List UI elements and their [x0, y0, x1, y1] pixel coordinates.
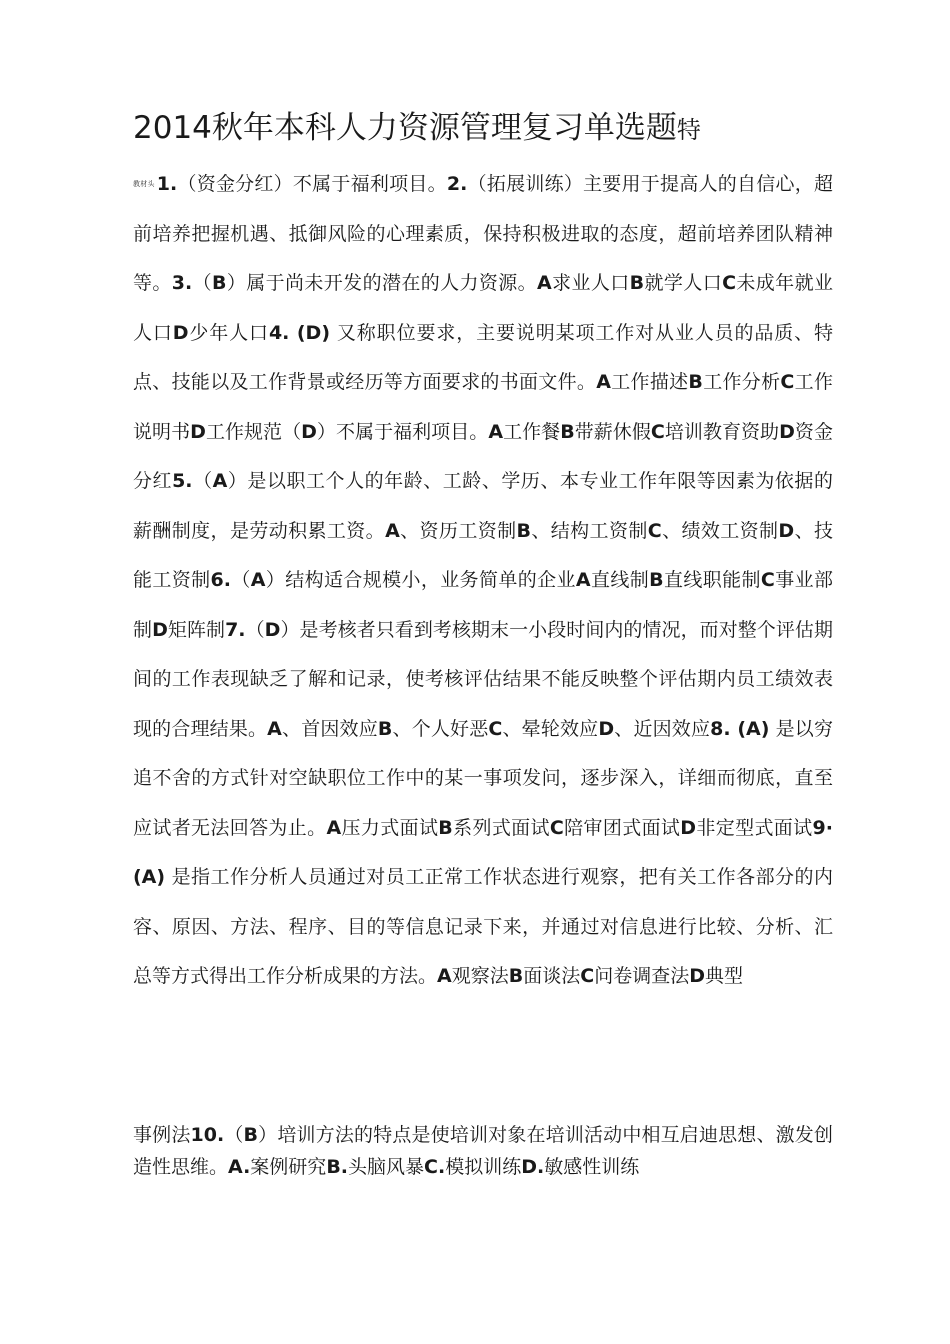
bold-label: A	[575, 569, 591, 592]
bold-label: C	[549, 816, 564, 839]
bold-label: 10.	[190, 1124, 225, 1146]
text-run: 、绩效工资制	[661, 519, 779, 542]
bold-label: C	[488, 717, 503, 740]
text-run: 面谈法	[523, 965, 581, 988]
bold-label: A	[326, 816, 342, 839]
text-run: 观察法	[451, 965, 509, 988]
text-run: （	[192, 470, 213, 493]
text-run: 系列式面试	[452, 816, 550, 839]
text-run: 工作规范（	[205, 420, 302, 443]
text-run: 资金分红	[133, 420, 833, 493]
text-run: ）结构适合规模小，业务简单的企业	[265, 569, 576, 592]
text-run: 未成年就业人口	[133, 272, 833, 344]
text-run: 带薪休假	[574, 420, 651, 443]
text-run: 求业人口	[551, 272, 630, 295]
text-run: 案例研究	[250, 1156, 327, 1178]
text-run: 模拟训练	[445, 1156, 522, 1178]
bold-label: B	[243, 1124, 258, 1146]
bold-label: 5.	[172, 470, 193, 493]
bold-label: A	[267, 717, 282, 740]
bold-label: B	[629, 272, 645, 295]
bold-label: D	[778, 519, 795, 542]
bold-label: A	[488, 420, 504, 443]
text-run: 是以穷追不舍的方式针对空缺职位工作中的某一事项发问，逐步深入，详细而彻底，直至应试者无法回答为止。	[133, 717, 833, 839]
bold-label: C.	[424, 1156, 446, 1178]
text-run: （拓展训练）主要用于提高人的自信心，超前培养把握机遇、抵御风险的心理素质，保持积极进取的态度，超前培养团队精神等。	[133, 173, 833, 295]
text-run: （	[224, 1124, 244, 1146]
text-run: ）培训方法的特点是使培训对象在培训活动中相互启迪思想、激发创造性思维。	[133, 1124, 833, 1178]
bold-label: B	[508, 965, 524, 988]
bold-label: B	[212, 272, 227, 295]
text-run: 、晕轮效应	[502, 717, 599, 740]
bold-label: D	[172, 321, 189, 344]
bold-label: 3.	[171, 272, 193, 295]
text-run: 事业部制	[133, 569, 833, 641]
text-run: 、结构工资制	[531, 519, 648, 542]
bold-label: A	[537, 272, 552, 295]
bold-label: A	[596, 371, 611, 394]
text-run: 事例法	[133, 1124, 191, 1146]
bold-label: B	[438, 816, 453, 839]
text-run: 是指工作分析人员通过对员工正常工作状态进行观察，把有关工作各部分的内容、原因、方法、程序、目的等信息记录下来，并通过对信息进行比较、分析、汇总等方式得出工作分析成果的方法。	[133, 866, 833, 988]
text-run: ）不属于福利项目。	[316, 420, 489, 443]
bold-label: D	[301, 420, 317, 443]
bold-label: B	[377, 717, 393, 740]
text-run: （	[245, 618, 265, 641]
header-mark: 教材头	[133, 180, 155, 189]
text-run: 、近因效应	[614, 717, 711, 740]
page-title	[133, 104, 893, 154]
bold-label: B	[649, 569, 664, 592]
bold-label: B.	[326, 1156, 349, 1178]
bold-label: C	[650, 420, 665, 443]
text-run: 工作说明书	[133, 371, 833, 443]
bold-label: D	[689, 965, 705, 988]
text-run: （	[192, 272, 213, 295]
text-run: ）是以职工个人的年龄、工龄、学历、本专业工作年限等因素为依据的薪酬制度，是劳动积累工资。	[133, 470, 833, 542]
bold-label: D	[598, 717, 615, 740]
text-run: 典型	[705, 965, 744, 988]
text-run: 、资历工资制	[399, 519, 517, 542]
bold-label: D	[190, 420, 206, 443]
text-run: 非定型式面试	[696, 816, 813, 839]
text-run: 直线职能制	[663, 569, 761, 592]
text-run: 、个人好恶	[392, 717, 489, 740]
bold-label: A	[212, 470, 228, 493]
question-paragraph	[133, 160, 833, 1002]
bold-label: D	[680, 816, 697, 839]
text-run: 工作餐	[503, 420, 561, 443]
bold-label: C	[647, 519, 662, 542]
bold-label: B	[516, 519, 531, 542]
text-run: 矩阵制	[167, 618, 226, 641]
text-run: 、首因效应	[281, 717, 378, 740]
bold-label: B	[560, 420, 575, 443]
bold-label: C	[580, 965, 595, 988]
text-run: 培训教育资助	[664, 420, 780, 443]
text-run: （	[230, 569, 251, 592]
text-run: 问卷调查法	[594, 965, 690, 988]
bold-label: A	[437, 965, 452, 988]
bold-label: 2.	[446, 173, 468, 195]
text-run: 陪审团式面试	[563, 816, 681, 839]
bold-label: 9· (A)	[133, 816, 833, 889]
bold-label: 8. (A)	[710, 717, 770, 740]
bold-label: A	[250, 569, 266, 592]
title-main: 2014秋年本科人力资源管理复习单选题	[133, 110, 677, 146]
question-paragraph-continued	[133, 1119, 833, 1183]
bold-label: C	[722, 272, 737, 295]
text-run: 压力式面试	[341, 816, 439, 839]
bold-label: 7.	[225, 618, 246, 641]
bold-label: D.	[521, 1156, 545, 1178]
bold-label: A.	[228, 1156, 251, 1178]
bold-label: A	[385, 519, 400, 542]
bold-label: C	[760, 569, 775, 592]
text-run: 头脑风暴	[348, 1156, 425, 1178]
text-run: 敏感性训练	[544, 1156, 640, 1178]
text-run: 工作分析	[702, 371, 781, 394]
title-tail: 特	[676, 116, 701, 144]
bold-label: D	[779, 420, 795, 443]
text-run: ）是考核者只看到考核期末一小段时间内的情况，而对整个评估期间的工作表现缺乏了解和记录，使考核评估结果不能反映整个评估期内员工绩效表现的合理结果。	[133, 618, 833, 740]
text-run: 就学人口	[644, 272, 723, 295]
bold-label: 6.	[210, 569, 231, 592]
text-run: 又称职位要求，主要说明某项工作对从业人员的品质、特点、技能以及工作背景或经历等方面要求的书面文件。	[133, 321, 833, 394]
bold-label: 1.	[156, 173, 178, 195]
text-run: 工作描述	[610, 371, 689, 394]
text-run: 、技能工资制	[133, 519, 833, 592]
bold-label: D	[152, 618, 168, 641]
bold-label: C	[780, 371, 795, 394]
text-run: 直线制	[590, 569, 650, 592]
bold-label: 4. (D)	[268, 321, 331, 344]
text-run: 少年人口	[188, 321, 269, 344]
bold-label: B	[688, 371, 703, 394]
bold-label: D	[264, 618, 281, 641]
text-run: ）属于尚未开发的潜在的人力资源。	[226, 272, 538, 295]
text-run: （资金分红）不属于福利项目。	[177, 173, 447, 195]
